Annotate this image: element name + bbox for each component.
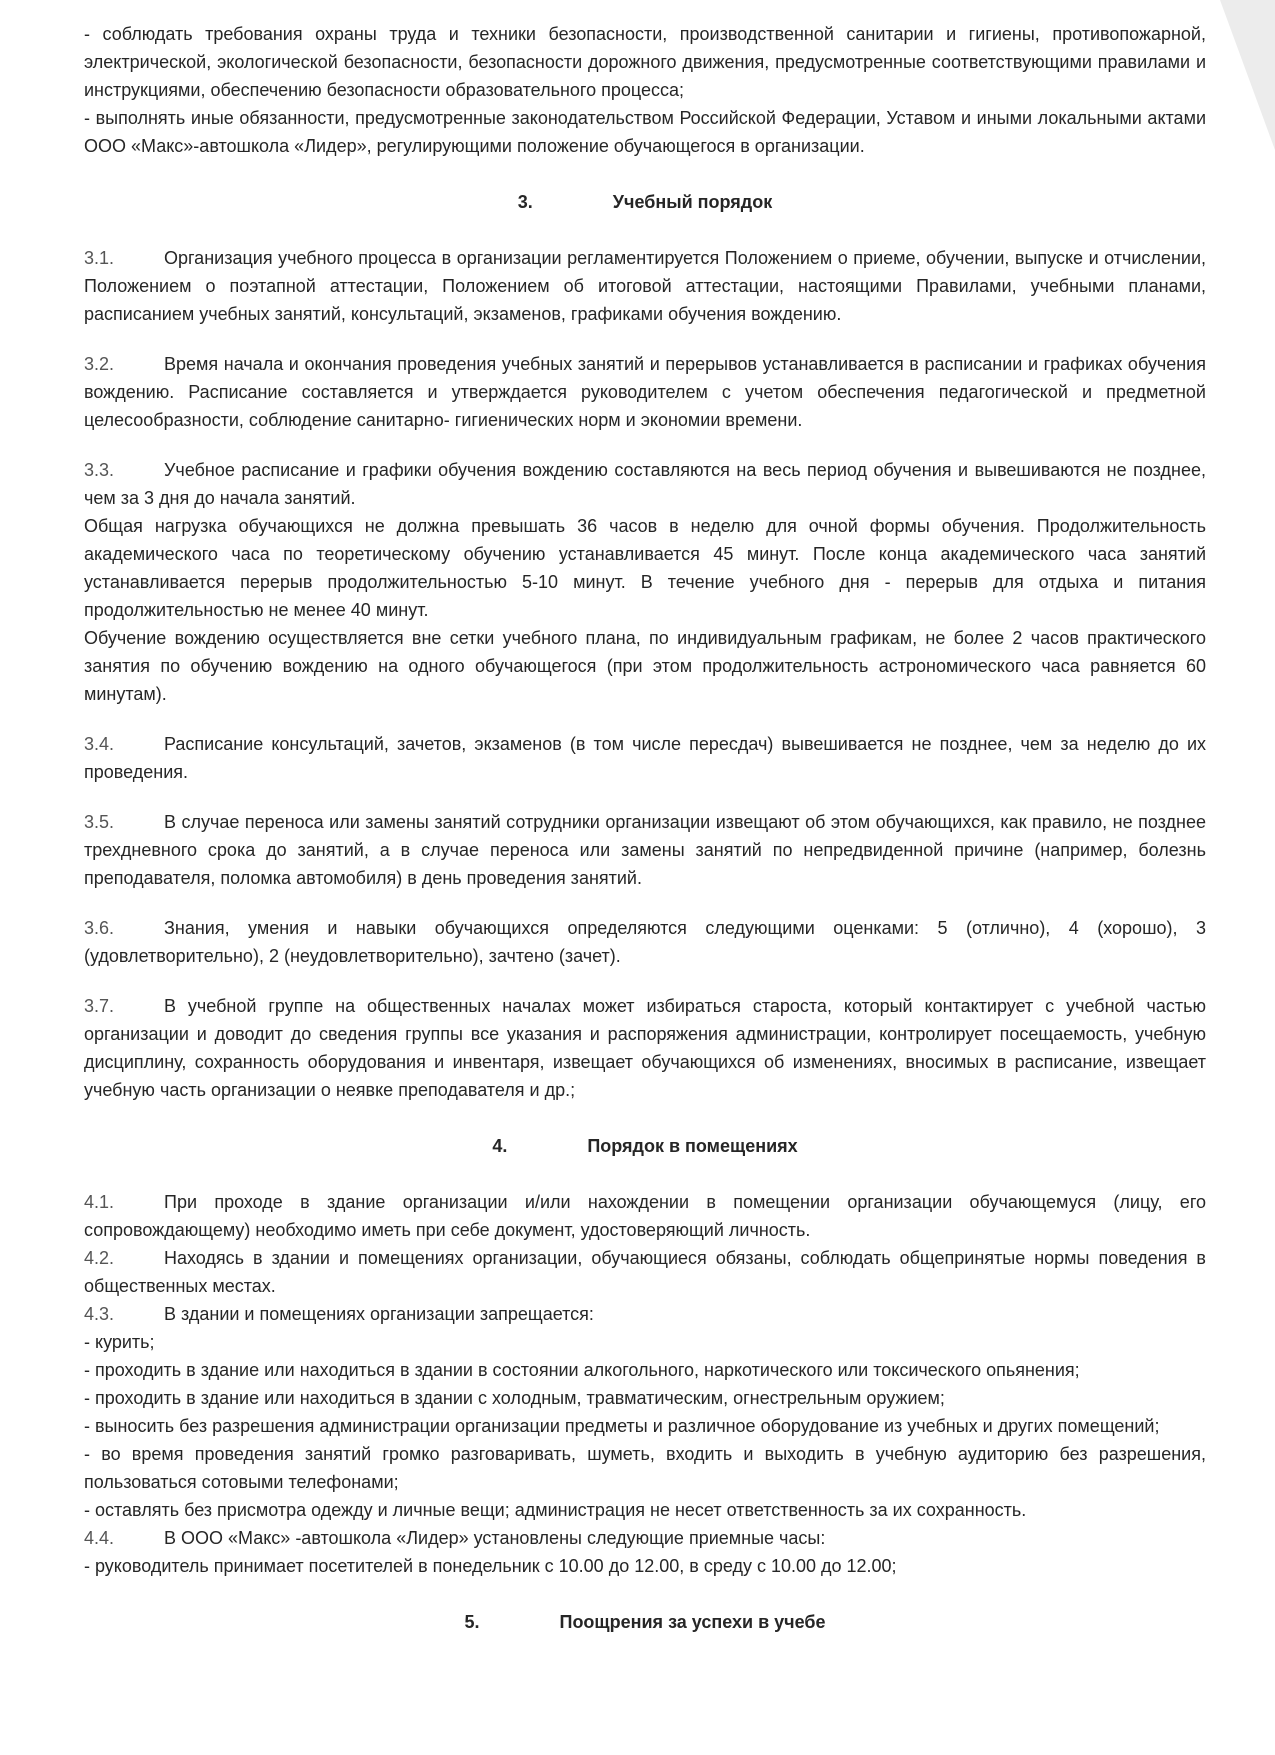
clause-4-2 [84, 1244, 1206, 1300]
clause-3-6 [84, 914, 1206, 970]
section-number: 5. [464, 1612, 480, 1632]
prohibition-item: - проходить в здание или находиться в здании в состоянии алкогольного, наркотического или токсического опьянения; [84, 1360, 1080, 1380]
section-title: Порядок в помещениях [587, 1136, 798, 1156]
section-heading-3 [84, 188, 1206, 216]
clause-4-3 [84, 1300, 1206, 1328]
clause-3-5 [84, 808, 1206, 892]
clause-text: В случае переноса или замены занятий сотрудники организации извещают об этом обучающихся, как правило, не позднее трехдневного срока до занятий, а в случае переноса или замены занятий по непредвиденной причине (например, болезнь преподавателя, поломка автомобиля) в день проведения занятий. [84, 812, 1206, 888]
clause-3-1 [84, 244, 1206, 328]
bullet-paragraph: - выполнять иные обязанности, предусмотренные законодательством Российской Федерации, Уставом и иными локальными актами ООО «Макс»-автошкола «Лидер», регулирующими положение обучающегося в организации. [84, 108, 1206, 156]
prohibition-item: - выносить без разрешения администрации организации предметы и различное оборудование из учебных и других помещений; [84, 1416, 1160, 1436]
clause-3-4 [84, 730, 1206, 786]
prohibition-item: - проходить в здание или находиться в здании с холодным, травматическим, огнестрельным оружием; [84, 1388, 945, 1408]
clause-number: 3.6. [84, 918, 115, 938]
clause-number: 3.1. [84, 248, 115, 268]
clause-text: При проходе в здание организации и/или нахождении в помещении организации обучающемуся (лицу, его сопровождающему) необходимо иметь при себе документ, удостоверяющий личность. [84, 1192, 1206, 1240]
clause-3-2 [84, 350, 1206, 434]
bullet-paragraph: - соблюдать требования охраны труда и техники безопасности, производственной санитарии и гигиены, противопожарной, электрической, экологической безопасности, безопасности дорожного движения, предусмотренные соответствующими правилами и инструкциями, обеспечению безопасности образовательного процесса; [84, 24, 1206, 100]
clause-4-4 [84, 1524, 1206, 1552]
clause-number: 4.1. [84, 1192, 115, 1212]
prohibition-item: - оставлять без присмотра одежду и личные вещи; администрация не несет ответственность за их сохранность. [84, 1500, 1027, 1520]
section-title: Поощрения за успехи в учебе [559, 1612, 826, 1632]
section-number: 4. [492, 1136, 508, 1156]
clause-number: 4.3. [84, 1304, 115, 1324]
clause-text: В учебной группе на общественных началах может избираться староста, который контактирует с учебной частью организации и доводит до сведения группы все указания и распоряжения администрации, контролирует посещаемость, учебную дисциплину, сохранность оборудования и инвентаря, извещает обучающихся об изменениях, вносимых в расписание, извещает учебную часть организации о неявке преподавателя и др.; [84, 996, 1206, 1100]
clause-number: 4.4. [84, 1528, 115, 1548]
clause-4-1 [84, 1188, 1206, 1244]
prohibition-item: - во время проведения занятий громко разговаривать, шуметь, входить и выходить в учебную аудиторию без разрешения, пользоваться сотовыми телефонами; [84, 1444, 1206, 1492]
clause-3-3 [84, 456, 1206, 512]
clause-3-3-workload: Общая нагрузка обучающихся не должна превышать 36 часов в неделю для очной формы обучения. Продолжительность академического часа по теоретическому обучению устанавливается 45 минут. После конца академического часа занятий устанавливается перерыв продолжительностью 5-10 минут. В течение учебного дня - перерыв для отдыха и питания продолжительностью не менее 40 минут. [84, 516, 1206, 620]
clause-number: 3.4. [84, 734, 115, 754]
clause-text: Расписание консультаций, зачетов, экзаменов (в том числе пересдач) вывешивается не позднее, чем за неделю до их проведения. [84, 734, 1206, 782]
section-heading-5 [84, 1608, 1206, 1636]
clause-number: 3.3. [84, 460, 115, 480]
section-title: Учебный порядок [612, 192, 773, 212]
clause-text: Организация учебного процесса в организации регламентируется Положением о приеме, обучении, выпуске и отчислении, Положением о поэтапной аттестации, Положением об итоговой аттестации, настоящими Правилами, учебными планами, расписанием учебных занятий, консультаций, экзаменов, графиками обучения вождению. [84, 248, 1206, 324]
clause-number: 3.7. [84, 996, 115, 1016]
clause-number: 4.2. [84, 1248, 115, 1268]
document-body [84, 20, 1206, 1636]
clause-number: 3.5. [84, 812, 115, 832]
reception-hours: - руководитель принимает посетителей в понедельник с 10.00 до 12.00, в среду с 10.00 до 12.00; [84, 1556, 897, 1576]
clause-text: Находясь в здании и помещениях организации, обучающиеся обязаны, соблюдать общепринятые нормы поведения в общественных местах. [84, 1248, 1206, 1296]
section-number: 3. [517, 192, 533, 212]
clause-text: В ООО «Макс» -автошкола «Лидер» установлены следующие приемные часы: [164, 1528, 826, 1548]
section-heading-4 [84, 1132, 1206, 1160]
clause-text: Знания, умения и навыки обучающихся определяются следующими оценками: 5 (отлично), 4 (хорошо), 3 (удовлетворительно), 2 (неудовлетворительно), зачтено (зачет). [84, 918, 1206, 966]
clause-text: В здании и помещениях организации запрещается: [164, 1304, 594, 1324]
clause-number: 3.2. [84, 354, 115, 374]
clause-text: Время начала и окончания проведения учебных занятий и перерывов устанавливается в расписании и графиках обучения вождению. Расписание составляется и утверждается руководителем с учетом обеспечения педагогической и предметной целесообразности, соблюдение санитарно- гигиенических норм и экономии времени. [84, 354, 1206, 430]
clause-text: Учебное расписание и графики обучения вождению составляются на весь период обучения и вывешиваются не позднее, чем за 3 дня до начала занятий. [84, 460, 1206, 508]
clause-3-3-driving: Обучение вождению осуществляется вне сетки учебного плана, по индивидуальным графикам, не более 2 часов практического занятия по обучению вождению на одного обучающегося (при этом продолжительность астрономического часа равняется 60 минутам). [84, 628, 1206, 704]
clause-3-7 [84, 992, 1206, 1104]
page-fold-corner [1220, 0, 1275, 150]
prohibition-item: - курить; [84, 1332, 155, 1352]
